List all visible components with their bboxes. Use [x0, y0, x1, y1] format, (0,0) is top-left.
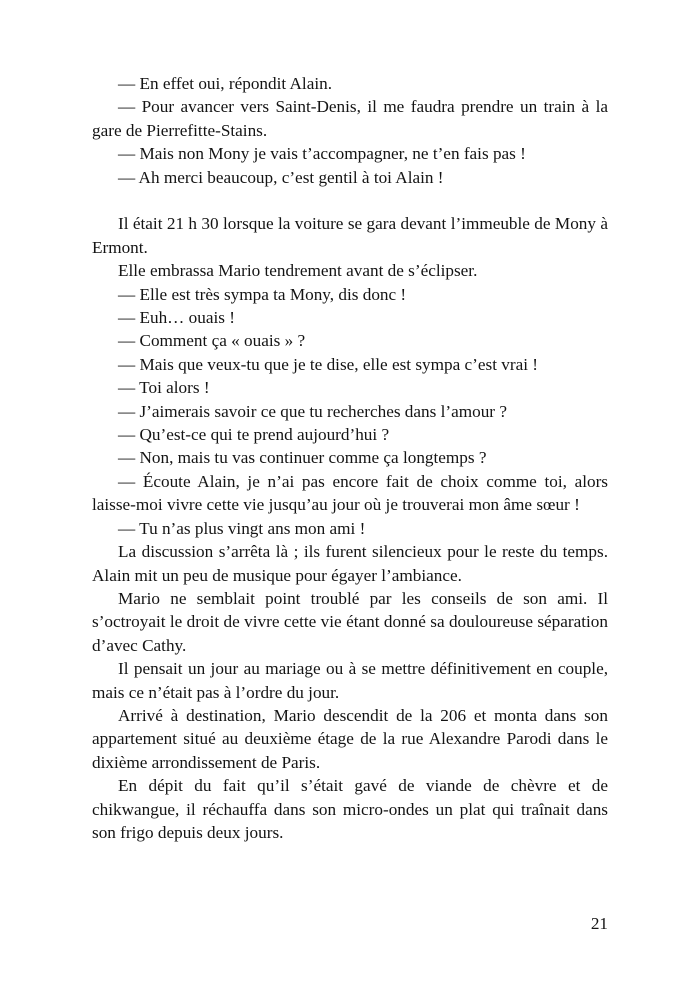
paragraph: Elle embrassa Mario tendrement avant de s’éclipser.	[118, 261, 478, 281]
paragraph: La discussion s’arrêta là ; ils furent silencieux pour le reste du temps. Alain mit un peu de musique pour égayer l’ambiance.	[92, 542, 608, 585]
paragraph: — En effet oui, répondit Alain.	[118, 74, 333, 93]
paragraph: — Comment ça « ouais » ?	[118, 331, 306, 351]
paragraph: — Non, mais tu vas continuer comme ça longtemps ?	[118, 448, 487, 468]
paragraph: — Ah merci beaucoup, c’est gentil à toi Alain !	[118, 167, 444, 187]
paragraph: — Elle est très sympa ta Mony, dis donc !	[118, 284, 407, 304]
paragraph: — Euh… ouais !	[118, 308, 235, 328]
page-number: 21	[590, 914, 608, 933]
paragraph: Arrivé à destination, Mario descendit de la 206 et monta dans son appartement situé au deuxième étage de la rue Alexandre Parodi dans le dixième arrondissement de Paris.	[92, 705, 608, 772]
paragraph: — J’aimerais savoir ce que tu recherches dans l’amour ?	[118, 401, 507, 421]
blank-line	[92, 189, 608, 212]
page-body	[92, 72, 608, 844]
paragraph: — Qu’est-ce qui te prend aujourd’hui ?	[118, 425, 390, 445]
paragraph: — Pour avancer vers Saint-Denis, il me faudra prendre un train à la gare de Pierrefitte-Stains.	[92, 97, 608, 140]
paragraph: — Toi alors !	[118, 378, 210, 398]
paragraph: — Mais non Mony je vais t’accompagner, ne t’en fais pas !	[118, 144, 526, 164]
paragraph: Il était 21 h 30 lorsque la voiture se gara devant l’immeuble de Mony à Ermont.	[92, 214, 608, 257]
paragraph: Mario ne semblait point troublé par les conseils de son ami. Il s’octroyait le droit de vivre cette vie étant donné sa douloureuse séparation d’avec Cathy.	[92, 588, 608, 655]
paragraph: — Écoute Alain, je n’ai pas encore fait de choix comme toi, alors laisse-moi vivre cette vie jusqu’au jour où je trouverai mon âme sœur !	[92, 471, 608, 515]
paragraph: En dépit du fait qu’il s’était gavé de viande de chèvre et de chikwangue, il réchauffa dans son micro-ondes un plat qui traînait dans son frigo depuis deux jours.	[92, 776, 608, 842]
paragraph: — Mais que veux-tu que je te dise, elle est sympa c’est vrai !	[118, 354, 539, 374]
paragraph: Il pensait un jour au mariage ou à se mettre définitivement en couple, mais ce n’était pas à l’ordre du jour.	[92, 659, 608, 702]
paragraph: — Tu n’as plus vingt ans mon ami !	[118, 518, 366, 538]
